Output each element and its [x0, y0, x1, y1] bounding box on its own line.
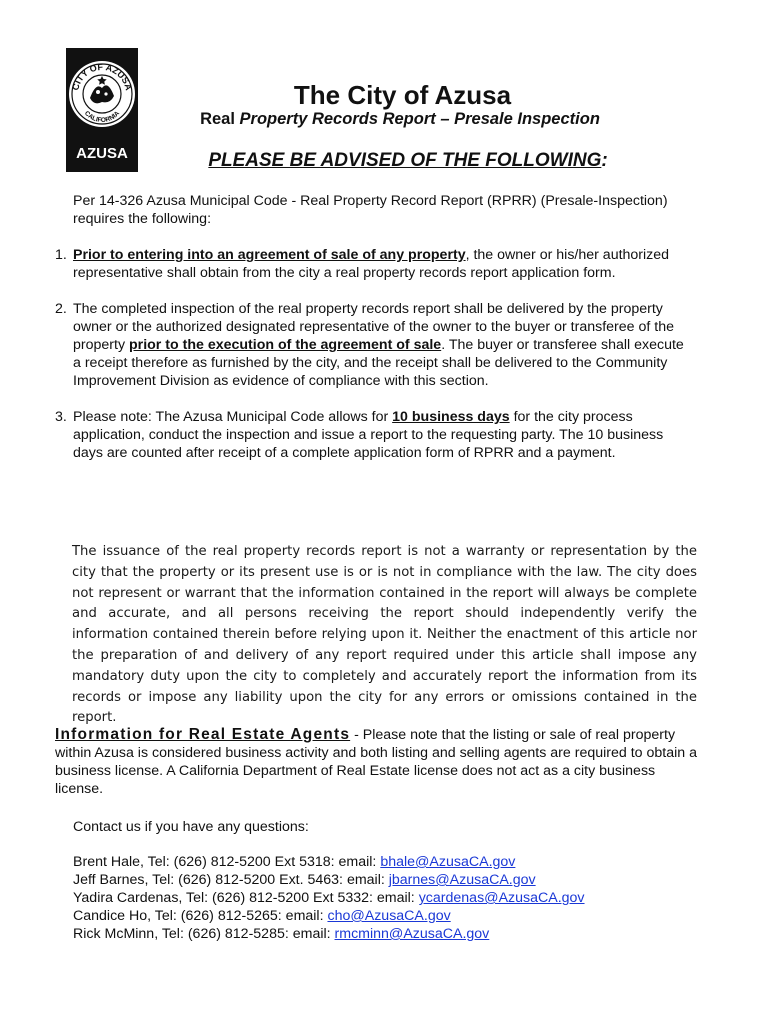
- list-item: [55, 408, 695, 462]
- contact-item: [73, 925, 585, 943]
- page-subtitle: [0, 110, 770, 129]
- email-link[interactable]: cho@AzusaCA.gov: [327, 908, 451, 924]
- svg-text:AZUSA: AZUSA: [76, 145, 128, 162]
- email-link[interactable]: bhale@AzusaCA.gov: [380, 854, 516, 870]
- list-item: [55, 300, 695, 390]
- contact-list: [73, 853, 585, 943]
- contact-item: [73, 907, 585, 925]
- email-link[interactable]: rmcminn@AzusaCA.gov: [334, 926, 490, 942]
- disclaimer-paragraph: The issuance of the real property records report is not a warranty or representation by the city that the property or its present use is or is not in compliance with the law. The city does not represent or warrant that the information contained in the report will always be complete and accurate, and all persons receiving the report should independently verify the information contained therein before relying upon it. Neither the enactment of this article nor the preparation of and delivery of any report required under this article shall impose any mandatory duty upon the city to completely and accurately report the information from its records or impose any liability upon the city for any errors or omissions contained in the report.: [72, 544, 697, 726]
- contact-item: [73, 889, 585, 907]
- list-item: [55, 246, 695, 282]
- contact-item: [73, 871, 585, 889]
- email-link[interactable]: ycardenas@AzusaCA.gov: [418, 890, 585, 906]
- contact-prompt: Contact us if you have any questions:: [73, 819, 309, 835]
- page-title: The City of Azusa: [293, 80, 512, 110]
- email-link[interactable]: jbarnes@AzusaCA.gov: [388, 872, 536, 888]
- agents-paragraph: [55, 726, 700, 798]
- advisory-heading: [0, 150, 770, 172]
- svg-text:CALIFORNIA: CALIFORNIA: [82, 109, 122, 125]
- intro-paragraph: Per 14-326 Azusa Municipal Code - Real Property Record Report (RPRR) (Presale-Inspection) requires the following:: [73, 193, 668, 227]
- item-emphasis: Prior to entering into an agreement of sale of any property: [73, 247, 466, 263]
- item-text: The completed inspection of the real property records report shall be delivered by the property owner or the authorized designated representative of the owner to the buyer or transferee of the property: [73, 301, 674, 353]
- item-text: for the city process application, conduct the inspection and issue a report to the requesting party. The 10 business days are counted after receipt of a complete application form of RPRR and a payment.: [73, 409, 664, 461]
- svg-text:CITY OF AZUSA: CITY OF AZUSA: [70, 61, 134, 92]
- subtitle-italic: Property Records Report – Presale Inspection: [239, 110, 600, 128]
- advisory-colon: :: [601, 150, 608, 171]
- item-emphasis: 10 business days: [392, 409, 510, 425]
- item-text: , the owner or his/her authorized representative shall obtain from the city a real property records report application form.: [73, 247, 670, 281]
- item-text: Please note: The Azusa Municipal Code allows for: [73, 409, 393, 425]
- contact-info: Jeff Barnes, Tel: (626) 812-5200 Ext. 5463: email:: [73, 872, 389, 888]
- contact-item: [73, 853, 585, 871]
- item-number: 3.: [55, 409, 67, 425]
- item-number: 2.: [55, 301, 67, 317]
- advisory-text: PLEASE BE ADVISED OF THE FOLLOWING: [208, 150, 602, 171]
- subtitle-plain: Real: [200, 110, 235, 128]
- contact-info: Candice Ho, Tel: (626) 812-5265: email:: [73, 908, 328, 924]
- contact-info: Yadira Cardenas, Tel: (626) 812-5200 Ext 5332: email:: [73, 890, 419, 906]
- agents-heading: Information for Real Estate Agents: [55, 726, 351, 743]
- item-text: . The buyer or transferee shall execute a receipt therefore as furnished by the city, and the receipt shall be delivered to the Community Improvement Division as evidence of compliance with this section.: [73, 337, 684, 389]
- item-number: 1.: [55, 247, 67, 263]
- agents-text: - Please note that the listing or sale of real property within Azusa is considered business activity and both listing and selling agents are required to obtain a business license. A California Department of Real Estate license does not act as a city business license.: [55, 727, 697, 797]
- contact-info: Rick McMinn, Tel: (626) 812-5285: email:: [73, 926, 335, 942]
- contact-info: Brent Hale, Tel: (626) 812-5200 Ext 5318: email:: [73, 854, 381, 870]
- item-emphasis: prior to the execution of the agreement of sale: [129, 337, 442, 353]
- requirements-list: [55, 246, 695, 480]
